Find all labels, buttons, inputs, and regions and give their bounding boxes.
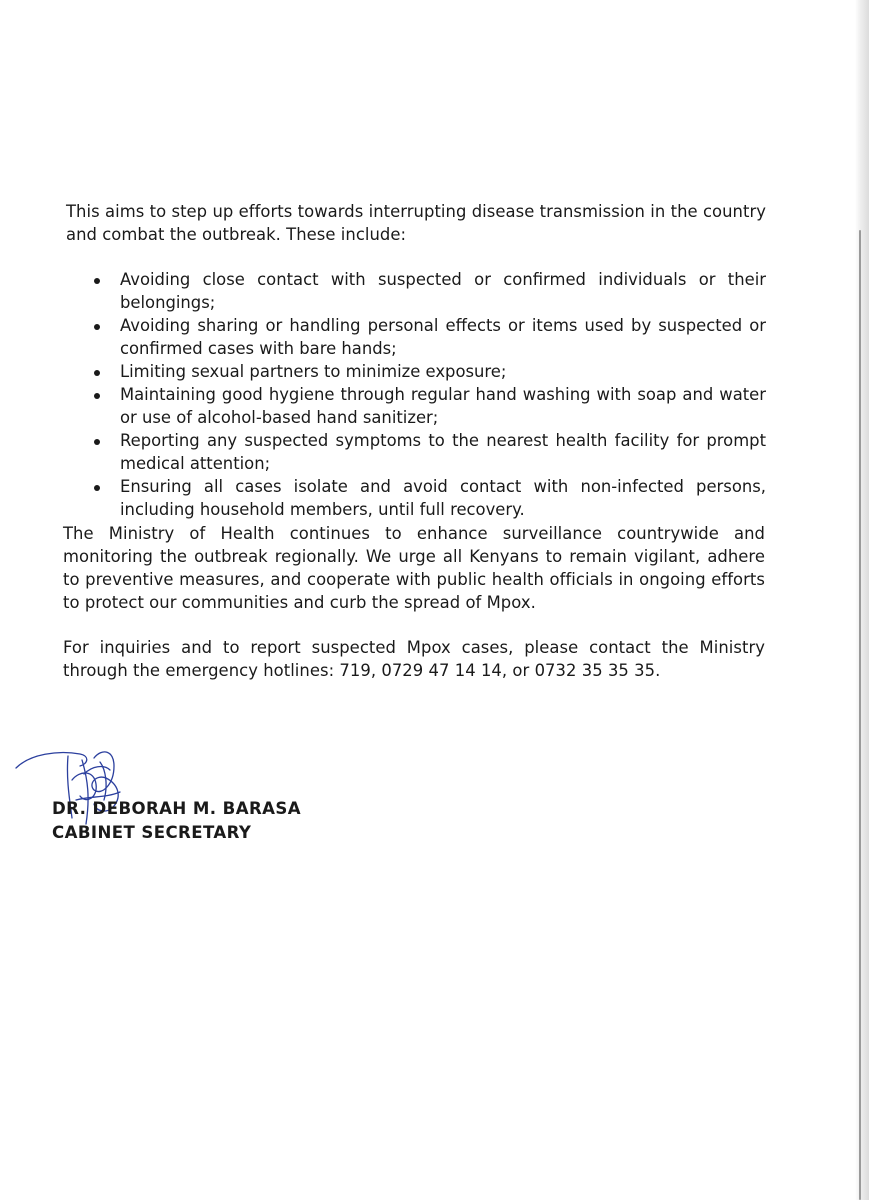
list-item: [66, 383, 766, 429]
page-edge-shadow: [855, 0, 869, 1200]
bullet-icon: [94, 439, 100, 445]
signatory-title: CABINET SECRETARY: [52, 823, 252, 842]
measure-text: Avoiding sharing or handling personal effects or items used by suspected or confirmed cases with bare hands;: [120, 316, 766, 358]
list-item: [66, 429, 766, 475]
bullet-icon: [94, 324, 100, 330]
bullet-icon: [94, 278, 100, 284]
bullet-icon: [94, 370, 100, 376]
bullet-icon: [94, 393, 100, 399]
measure-text: Limiting sexual partners to minimize exposure;: [120, 362, 507, 381]
list-item: [66, 314, 766, 360]
measure-text: Reporting any suspected symptoms to the nearest health facility for prompt medical attention;: [120, 431, 766, 473]
measure-text: Avoiding close contact with suspected or confirmed individuals or their belongings;: [120, 270, 766, 312]
intro-paragraph: This aims to step up efforts towards interrupting disease transmission in the country and combat the outbreak. These include:: [66, 202, 766, 244]
list-item: [66, 360, 766, 383]
list-item: [66, 268, 766, 314]
page-edge-line: [859, 230, 861, 1200]
list-item: [66, 475, 766, 521]
bullet-icon: [94, 485, 100, 491]
signatory-name: DR. DEBORAH M. BARASA: [52, 799, 301, 818]
measure-text: Ensuring all cases isolate and avoid contact with non-infected persons, including household members, until full recovery.: [120, 477, 766, 519]
measure-text: Maintaining good hygiene through regular hand washing with soap and water or use of alcohol-based hand sanitizer;: [120, 385, 766, 427]
surveillance-paragraph: The Ministry of Health continues to enhance surveillance countrywide and monitoring the outbreak regionally. We urge all Kenyans to remain vigilant, adhere to preventive measures, and cooperate with public health officials in ongoing efforts to protect our communities and curb the spread of Mpox.: [63, 524, 765, 612]
contact-paragraph: For inquiries and to report suspected Mpox cases, please contact the Ministry through the emergency hotlines: 719, 0729 47 14 14, or 0732 35 35 35.: [63, 638, 765, 680]
preventive-measures-list: [66, 268, 766, 521]
